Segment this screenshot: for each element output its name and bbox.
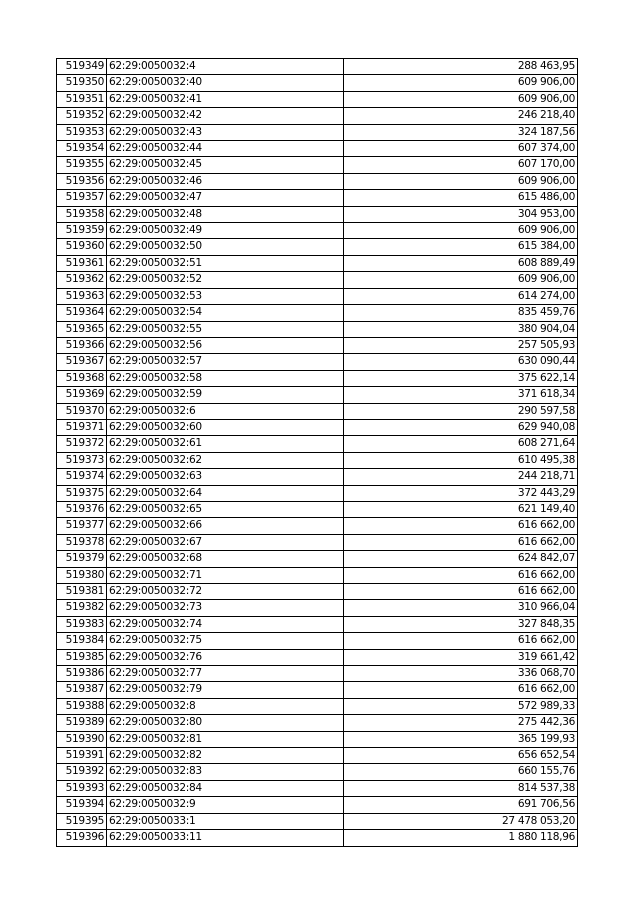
cadastral-number-cell: 62:29:0050032:66 xyxy=(107,518,344,534)
table-row xyxy=(57,403,578,419)
cadastral-value-cell: 609 906,00 xyxy=(344,75,578,91)
cadastral-number-cell: 62:29:0050032:40 xyxy=(107,75,344,91)
row-number-cell: 519353 xyxy=(57,124,107,140)
cadastral-number-cell: 62:29:0050032:75 xyxy=(107,633,344,649)
row-number-cell: 519391 xyxy=(57,748,107,764)
cadastral-value-cell: 246 218,40 xyxy=(344,108,578,124)
cadastral-number-cell: 62:29:0050032:56 xyxy=(107,337,344,353)
row-number-cell: 519374 xyxy=(57,469,107,485)
cadastral-number-cell: 62:29:0050032:81 xyxy=(107,731,344,747)
cadastral-number-cell: 62:29:0050032:60 xyxy=(107,419,344,435)
table-row xyxy=(57,731,578,747)
cadastral-value-cell: 615 486,00 xyxy=(344,190,578,206)
row-number-cell: 519351 xyxy=(57,91,107,107)
table-row xyxy=(57,354,578,370)
row-number-cell: 519384 xyxy=(57,633,107,649)
cadastral-number-cell: 62:29:0050032:42 xyxy=(107,108,344,124)
table-row xyxy=(57,305,578,321)
cadastral-value-cell: 609 906,00 xyxy=(344,223,578,239)
cadastral-number-cell: 62:29:0050032:77 xyxy=(107,666,344,682)
cadastral-value-cell: 616 662,00 xyxy=(344,633,578,649)
row-number-cell: 519359 xyxy=(57,223,107,239)
table-row xyxy=(57,813,578,829)
cadastral-value-cell: 244 218,71 xyxy=(344,469,578,485)
cadastral-number-cell: 62:29:0050032:49 xyxy=(107,223,344,239)
table-row xyxy=(57,157,578,173)
cadastral-value-cell: 624 842,07 xyxy=(344,551,578,567)
cadastral-number-cell: 62:29:0050032:6 xyxy=(107,403,344,419)
cadastral-value-cell: 288 463,95 xyxy=(344,59,578,75)
cadastral-value-cell: 615 384,00 xyxy=(344,239,578,255)
cadastral-number-cell: 62:29:0050032:9 xyxy=(107,797,344,813)
cadastral-value-cell: 327 848,35 xyxy=(344,616,578,632)
table-row xyxy=(57,75,578,91)
table-row xyxy=(57,715,578,731)
row-number-cell: 519363 xyxy=(57,288,107,304)
cadastral-number-cell: 62:29:0050032:68 xyxy=(107,551,344,567)
cadastral-number-cell: 62:29:0050032:61 xyxy=(107,436,344,452)
row-number-cell: 519357 xyxy=(57,190,107,206)
table-row xyxy=(57,223,578,239)
cadastral-number-cell: 62:29:0050032:43 xyxy=(107,124,344,140)
cadastral-number-cell: 62:29:0050032:63 xyxy=(107,469,344,485)
cadastral-value-cell: 1 880 118,96 xyxy=(344,830,578,846)
cadastral-number-cell: 62:29:0050032:72 xyxy=(107,584,344,600)
cadastral-value-cell: 607 170,00 xyxy=(344,157,578,173)
row-number-cell: 519373 xyxy=(57,452,107,468)
row-number-cell: 519372 xyxy=(57,436,107,452)
row-number-cell: 519371 xyxy=(57,419,107,435)
row-number-cell: 519356 xyxy=(57,173,107,189)
table-row xyxy=(57,534,578,550)
cadastral-value-cell: 572 989,33 xyxy=(344,698,578,714)
cadastral-value-cell: 660 155,76 xyxy=(344,764,578,780)
cadastral-number-cell: 62:29:0050032:64 xyxy=(107,485,344,501)
table-row xyxy=(57,567,578,583)
row-number-cell: 519385 xyxy=(57,649,107,665)
row-number-cell: 519381 xyxy=(57,584,107,600)
table-row xyxy=(57,485,578,501)
row-number-cell: 519383 xyxy=(57,616,107,632)
row-number-cell: 519379 xyxy=(57,551,107,567)
cadastral-number-cell: 62:29:0050032:53 xyxy=(107,288,344,304)
row-number-cell: 519387 xyxy=(57,682,107,698)
row-number-cell: 519394 xyxy=(57,797,107,813)
table-row xyxy=(57,190,578,206)
table-row xyxy=(57,108,578,124)
cadastral-value-cell: 835 459,76 xyxy=(344,305,578,321)
cadastral-value-cell: 616 662,00 xyxy=(344,534,578,550)
cadastral-number-cell: 62:29:0050032:76 xyxy=(107,649,344,665)
cadastral-value-cell: 371 618,34 xyxy=(344,387,578,403)
table-row xyxy=(57,469,578,485)
row-number-cell: 519388 xyxy=(57,698,107,714)
cadastral-value-cell: 324 187,56 xyxy=(344,124,578,140)
cadastral-number-cell: 62:29:0050032:45 xyxy=(107,157,344,173)
cadastral-value-cell: 336 068,70 xyxy=(344,666,578,682)
table-row xyxy=(57,288,578,304)
table-row xyxy=(57,551,578,567)
cadastral-value-cell: 290 597,58 xyxy=(344,403,578,419)
table-row xyxy=(57,173,578,189)
row-number-cell: 519378 xyxy=(57,534,107,550)
cadastral-number-cell: 62:29:0050032:82 xyxy=(107,748,344,764)
row-number-cell: 519350 xyxy=(57,75,107,91)
cadastral-number-cell: 62:29:0050032:8 xyxy=(107,698,344,714)
cadastral-number-cell: 62:29:0050032:51 xyxy=(107,255,344,271)
table-row xyxy=(57,59,578,75)
table-row xyxy=(57,748,578,764)
cadastral-value-cell: 814 537,38 xyxy=(344,780,578,796)
cadastral-value-cell: 304 953,00 xyxy=(344,206,578,222)
row-number-cell: 519395 xyxy=(57,813,107,829)
cadastral-number-cell: 62:29:0050032:52 xyxy=(107,272,344,288)
row-number-cell: 519361 xyxy=(57,255,107,271)
cadastral-number-cell: 62:29:0050032:59 xyxy=(107,387,344,403)
table-row xyxy=(57,633,578,649)
table-row xyxy=(57,337,578,353)
table-row xyxy=(57,124,578,140)
table-row xyxy=(57,830,578,846)
cadastral-value-cell: 275 442,36 xyxy=(344,715,578,731)
table-row xyxy=(57,600,578,616)
row-number-cell: 519364 xyxy=(57,305,107,321)
cadastral-value-cell: 630 090,44 xyxy=(344,354,578,370)
table-row xyxy=(57,141,578,157)
table-row xyxy=(57,698,578,714)
table-body xyxy=(57,59,578,847)
cadastral-value-cell: 691 706,56 xyxy=(344,797,578,813)
cadastral-value-cell: 616 662,00 xyxy=(344,567,578,583)
cadastral-number-cell: 62:29:0050032:83 xyxy=(107,764,344,780)
cadastral-number-cell: 62:29:0050032:74 xyxy=(107,616,344,632)
cadastral-value-table xyxy=(56,58,578,847)
row-number-cell: 519376 xyxy=(57,501,107,517)
row-number-cell: 519396 xyxy=(57,830,107,846)
table-row xyxy=(57,501,578,517)
cadastral-number-cell: 62:29:0050032:84 xyxy=(107,780,344,796)
row-number-cell: 519360 xyxy=(57,239,107,255)
row-number-cell: 519392 xyxy=(57,764,107,780)
cadastral-number-cell: 62:29:0050032:65 xyxy=(107,501,344,517)
cadastral-value-cell: 609 906,00 xyxy=(344,272,578,288)
cadastral-value-cell: 375 622,14 xyxy=(344,370,578,386)
cadastral-number-cell: 62:29:0050032:47 xyxy=(107,190,344,206)
table-row xyxy=(57,649,578,665)
cadastral-number-cell: 62:29:0050032:41 xyxy=(107,91,344,107)
row-number-cell: 519393 xyxy=(57,780,107,796)
cadastral-number-cell: 62:29:0050032:54 xyxy=(107,305,344,321)
cadastral-value-cell: 610 495,38 xyxy=(344,452,578,468)
table-row xyxy=(57,780,578,796)
row-number-cell: 519352 xyxy=(57,108,107,124)
cadastral-number-cell: 62:29:0050032:55 xyxy=(107,321,344,337)
cadastral-value-cell: 310 966,04 xyxy=(344,600,578,616)
cadastral-number-cell: 62:29:0050032:79 xyxy=(107,682,344,698)
cadastral-value-cell: 257 505,93 xyxy=(344,337,578,353)
cadastral-number-cell: 62:29:0050033:11 xyxy=(107,830,344,846)
row-number-cell: 519368 xyxy=(57,370,107,386)
cadastral-number-cell: 62:29:0050032:73 xyxy=(107,600,344,616)
cadastral-value-cell: 608 889,49 xyxy=(344,255,578,271)
row-number-cell: 519389 xyxy=(57,715,107,731)
cadastral-number-cell: 62:29:0050032:57 xyxy=(107,354,344,370)
row-number-cell: 519377 xyxy=(57,518,107,534)
table-row xyxy=(57,518,578,534)
row-number-cell: 519375 xyxy=(57,485,107,501)
row-number-cell: 519369 xyxy=(57,387,107,403)
cadastral-value-cell: 365 199,93 xyxy=(344,731,578,747)
row-number-cell: 519386 xyxy=(57,666,107,682)
cadastral-value-cell: 616 662,00 xyxy=(344,518,578,534)
table-row xyxy=(57,255,578,271)
cadastral-value-cell: 380 904,04 xyxy=(344,321,578,337)
table-row xyxy=(57,764,578,780)
row-number-cell: 519365 xyxy=(57,321,107,337)
cadastral-number-cell: 62:29:0050032:67 xyxy=(107,534,344,550)
cadastral-number-cell: 62:29:0050032:46 xyxy=(107,173,344,189)
cadastral-value-cell: 372 443,29 xyxy=(344,485,578,501)
row-number-cell: 519382 xyxy=(57,600,107,616)
cadastral-value-cell: 616 662,00 xyxy=(344,682,578,698)
row-number-cell: 519367 xyxy=(57,354,107,370)
row-number-cell: 519362 xyxy=(57,272,107,288)
table-row xyxy=(57,436,578,452)
table-row xyxy=(57,682,578,698)
cadastral-number-cell: 62:29:0050032:50 xyxy=(107,239,344,255)
cadastral-number-cell: 62:29:0050032:80 xyxy=(107,715,344,731)
cadastral-number-cell: 62:29:0050032:4 xyxy=(107,59,344,75)
cadastral-value-cell: 609 906,00 xyxy=(344,91,578,107)
table-row xyxy=(57,666,578,682)
row-number-cell: 519370 xyxy=(57,403,107,419)
cadastral-number-cell: 62:29:0050032:58 xyxy=(107,370,344,386)
row-number-cell: 519366 xyxy=(57,337,107,353)
cadastral-number-cell: 62:29:0050032:71 xyxy=(107,567,344,583)
table-row xyxy=(57,616,578,632)
row-number-cell: 519390 xyxy=(57,731,107,747)
cadastral-value-cell: 319 661,42 xyxy=(344,649,578,665)
table-row xyxy=(57,272,578,288)
cadastral-value-cell: 607 374,00 xyxy=(344,141,578,157)
cadastral-value-cell: 614 274,00 xyxy=(344,288,578,304)
cadastral-value-cell: 616 662,00 xyxy=(344,584,578,600)
cadastral-number-cell: 62:29:0050032:62 xyxy=(107,452,344,468)
cadastral-value-cell: 656 652,54 xyxy=(344,748,578,764)
table-row xyxy=(57,321,578,337)
table-row xyxy=(57,797,578,813)
cadastral-value-cell: 27 478 053,20 xyxy=(344,813,578,829)
cadastral-value-cell: 629 940,08 xyxy=(344,419,578,435)
table-row xyxy=(57,387,578,403)
table-row xyxy=(57,239,578,255)
table-row xyxy=(57,584,578,600)
row-number-cell: 519355 xyxy=(57,157,107,173)
row-number-cell: 519358 xyxy=(57,206,107,222)
row-number-cell: 519380 xyxy=(57,567,107,583)
cadastral-number-cell: 62:29:0050033:1 xyxy=(107,813,344,829)
cadastral-value-cell: 621 149,40 xyxy=(344,501,578,517)
table-row xyxy=(57,91,578,107)
table-row xyxy=(57,206,578,222)
cadastral-number-cell: 62:29:0050032:48 xyxy=(107,206,344,222)
row-number-cell: 519349 xyxy=(57,59,107,75)
cadastral-value-cell: 608 271,64 xyxy=(344,436,578,452)
cadastral-value-cell: 609 906,00 xyxy=(344,173,578,189)
table-row xyxy=(57,419,578,435)
table-row xyxy=(57,370,578,386)
cadastral-number-cell: 62:29:0050032:44 xyxy=(107,141,344,157)
row-number-cell: 519354 xyxy=(57,141,107,157)
table-row xyxy=(57,452,578,468)
